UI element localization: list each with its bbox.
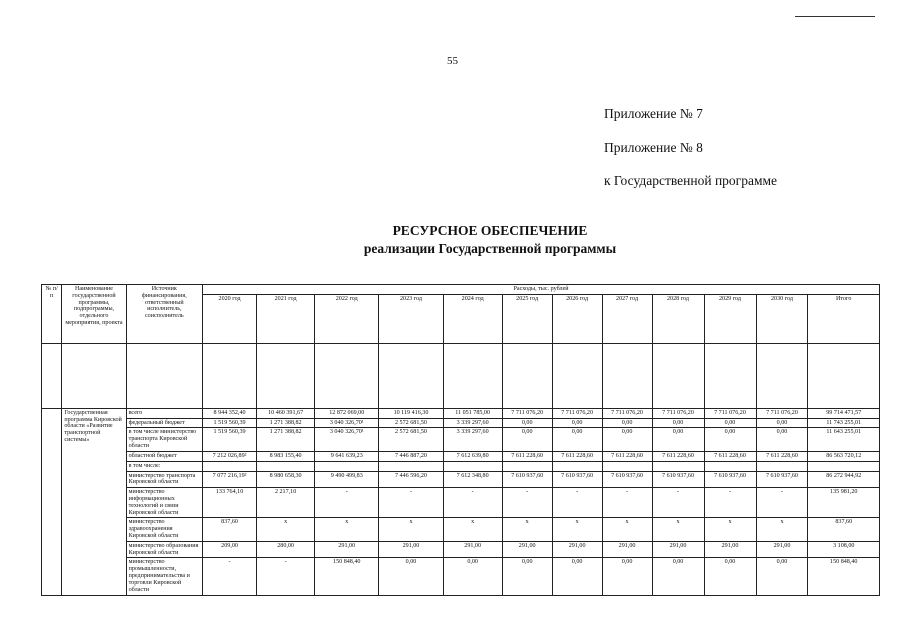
value-cell: 9 490 499,83 [315, 471, 379, 488]
value-cell: - [257, 558, 315, 595]
value-cell: x [257, 518, 315, 541]
value-cell [704, 461, 756, 471]
source-cell: министерство информационных технологий и связи Кировской области [126, 488, 202, 518]
value-cell: x [443, 518, 502, 541]
document-title: РЕСУРСНОЕ ОБЕСПЕЧЕНИЕ [392, 223, 588, 238]
source-cell: всего [126, 408, 202, 418]
row-number-cell [42, 408, 62, 595]
value-cell: 7 611 228,60 [756, 451, 808, 461]
value-cell: 11 051 785,00 [443, 408, 502, 418]
table-row [42, 428, 880, 451]
appendix-line-2: Приложение № 8 [604, 140, 703, 155]
value-cell: x [379, 518, 443, 541]
value-cell: 291,00 [704, 541, 756, 558]
value-cell: 9 641 639,23 [315, 451, 379, 461]
value-cell: 291,00 [502, 541, 552, 558]
col-header-year: 2020 год [203, 294, 257, 343]
table-row [42, 541, 880, 558]
value-cell: 0,00 [704, 418, 756, 428]
value-cell: 7 711 076,20 [756, 408, 808, 418]
value-cell: 0,00 [756, 558, 808, 595]
value-cell [315, 461, 379, 471]
value-cell: 837,60 [808, 518, 880, 541]
value-cell [602, 461, 652, 471]
value-cell: 7 610 937,60 [652, 471, 704, 488]
value-cell [502, 461, 552, 471]
value-cell: - [379, 488, 443, 518]
col-header-num: № п/п [42, 285, 62, 344]
col-header-year: 2029 год [704, 294, 756, 343]
value-cell: x [602, 518, 652, 541]
value-cell: 99 714 471,57 [808, 408, 880, 418]
value-cell: - [203, 558, 257, 595]
value-cell: - [652, 488, 704, 518]
value-cell: 7 711 076,20 [652, 408, 704, 418]
value-cell: 10 119 416,30 [379, 408, 443, 418]
value-cell: 0,00 [652, 558, 704, 595]
value-cell: 0,00 [602, 418, 652, 428]
value-cell [552, 461, 602, 471]
value-cell: 0,00 [552, 428, 602, 451]
value-cell: 2 572 681,50 [379, 418, 443, 428]
value-cell: 7 611 228,60 [602, 451, 652, 461]
table-row [42, 558, 880, 595]
value-cell: 7 610 937,60 [502, 471, 552, 488]
value-cell: 7 610 937,60 [704, 471, 756, 488]
value-cell: 0,00 [704, 428, 756, 451]
value-cell: 7 610 937,60 [602, 471, 652, 488]
value-cell [443, 461, 502, 471]
col-header-year: 2026 год [552, 294, 602, 343]
program-name-cell: Государственная программа Кировской области «Развитие транспортной системы» [62, 408, 126, 595]
col-header-expenses: Расходы, тыс. рублей [203, 285, 880, 295]
value-cell: 0,00 [602, 428, 652, 451]
value-cell: 291,00 [652, 541, 704, 558]
value-cell: 11 643 255,01 [808, 428, 880, 451]
source-cell: в том числе: [126, 461, 202, 471]
value-cell: 7 611 228,60 [502, 451, 552, 461]
col-header-year: Итого [808, 294, 880, 343]
value-cell: 2 217,10 [257, 488, 315, 518]
value-cell: 10 460 391,67 [257, 408, 315, 418]
value-cell: 0,00 [652, 418, 704, 428]
value-cell: 7 611 228,60 [652, 451, 704, 461]
value-cell: 7 212 026,89² [203, 451, 257, 461]
value-cell: x [756, 518, 808, 541]
col-header-year: 2023 год [379, 294, 443, 343]
value-cell: 86 563 720,12 [808, 451, 880, 461]
value-cell [808, 461, 880, 471]
col-header-year: 2030 год [756, 294, 808, 343]
value-cell: 7 711 076,20 [602, 408, 652, 418]
value-cell: 8 983 155,40 [257, 451, 315, 461]
value-cell: 7 711 076,20 [502, 408, 552, 418]
value-cell: x [652, 518, 704, 541]
value-cell: 0,00 [756, 418, 808, 428]
value-cell: 150 848,40 [808, 558, 880, 595]
value-cell: 3 339 297,60 [443, 418, 502, 428]
value-cell: 291,00 [756, 541, 808, 558]
value-cell: 3 339 297,60 [443, 428, 502, 451]
value-cell: 0,00 [443, 558, 502, 595]
source-cell: министерство промышленности, предпринимательства и торговли Кировской области [126, 558, 202, 595]
value-cell: 1 519 560,39 [203, 428, 257, 451]
value-cell [257, 461, 315, 471]
value-cell: 86 272 944,92 [808, 471, 880, 488]
document-subtitle: реализации Государственной программы [363, 241, 617, 256]
value-cell: 7 612 639,80 [443, 451, 502, 461]
value-cell: 291,00 [552, 541, 602, 558]
value-cell: - [315, 488, 379, 518]
value-cell: 0,00 [602, 558, 652, 595]
value-cell: 0,00 [502, 558, 552, 595]
value-cell: 0,00 [552, 418, 602, 428]
header-spacer-row [42, 343, 880, 408]
value-cell [652, 461, 704, 471]
value-cell: - [552, 488, 602, 518]
source-cell: министерство образования Кировской области [126, 541, 202, 558]
table-row [42, 418, 880, 428]
value-cell: 0,00 [704, 558, 756, 595]
table-row [42, 408, 880, 418]
source-cell: областной бюджет [126, 451, 202, 461]
value-cell: 280,00 [257, 541, 315, 558]
value-cell: 7 711 076,20 [704, 408, 756, 418]
appendix-line-3: к Государственной программе [604, 173, 778, 188]
value-cell: 3 040 326,70¹ [315, 428, 379, 451]
col-header-name: Наименование государственной программы, подпрограммы, отдельного мероприятия, проекта [62, 285, 126, 344]
page-number: 55 [447, 55, 458, 67]
col-header-year: 2024 год [443, 294, 502, 343]
value-cell: 8 944 352,40 [203, 408, 257, 418]
col-header-year: 2028 год [652, 294, 704, 343]
value-cell: 1 519 560,39 [203, 418, 257, 428]
source-cell: федеральный бюджет [126, 418, 202, 428]
source-cell: министерство здравоохранения Кировской области [126, 518, 202, 541]
value-cell: 3 040 326,70¹ [315, 418, 379, 428]
value-cell: 7 611 228,60 [704, 451, 756, 461]
value-cell: 291,00 [443, 541, 502, 558]
value-cell: 11 743 255,01 [808, 418, 880, 428]
value-cell [379, 461, 443, 471]
value-cell: 0,00 [652, 428, 704, 451]
col-header-year: 2021 год [257, 294, 315, 343]
value-cell: 0,00 [756, 428, 808, 451]
col-header-source: Источник финансирования, ответственный исполнитель, соисполнитель [126, 285, 202, 344]
value-cell: 837,60 [203, 518, 257, 541]
value-cell: 291,00 [315, 541, 379, 558]
value-cell: x [315, 518, 379, 541]
table-row [42, 461, 880, 471]
value-cell: 7 446 887,20 [379, 451, 443, 461]
value-cell: - [443, 488, 502, 518]
value-cell: 1 271 388,82 [257, 418, 315, 428]
value-cell: 0,00 [502, 418, 552, 428]
col-header-year: 2022 год [315, 294, 379, 343]
value-cell [203, 461, 257, 471]
value-cell: 150 848,40 [315, 558, 379, 595]
source-cell: в том числе министерство транспорта Кировской области [126, 428, 202, 451]
header-rule [795, 16, 875, 17]
value-cell: 8 980 658,30 [257, 471, 315, 488]
value-cell: 0,00 [552, 558, 602, 595]
value-cell: 3 108,00 [808, 541, 880, 558]
value-cell: 7 711 076,20 [552, 408, 602, 418]
value-cell: 7 610 937,60 [756, 471, 808, 488]
col-header-year: 2025 год [502, 294, 552, 343]
value-cell: x [502, 518, 552, 541]
value-cell: 0,00 [502, 428, 552, 451]
value-cell: 7 611 228,60 [552, 451, 602, 461]
value-cell: - [502, 488, 552, 518]
value-cell: - [704, 488, 756, 518]
value-cell: 291,00 [602, 541, 652, 558]
col-header-year: 2027 год [602, 294, 652, 343]
value-cell: 1 271 388,82 [257, 428, 315, 451]
value-cell: 7 610 937,60 [552, 471, 602, 488]
table-row [42, 488, 880, 518]
value-cell [756, 461, 808, 471]
value-cell: - [756, 488, 808, 518]
value-cell: 0,00 [379, 558, 443, 595]
source-cell: министерство транспорта Кировской области [126, 471, 202, 488]
value-cell: x [552, 518, 602, 541]
resource-table [41, 284, 880, 596]
value-cell: 2 572 681,50 [379, 428, 443, 451]
appendix-line-1: Приложение № 7 [604, 106, 703, 121]
value-cell: 7 612 348,80 [443, 471, 502, 488]
value-cell: 135 981,20 [808, 488, 880, 518]
value-cell: 291,00 [379, 541, 443, 558]
table-row [42, 451, 880, 461]
header-row-1 [42, 285, 880, 295]
value-cell: 12 872 069,00 [315, 408, 379, 418]
value-cell: 209,00 [203, 541, 257, 558]
table-row [42, 518, 880, 541]
value-cell: - [602, 488, 652, 518]
value-cell: x [704, 518, 756, 541]
value-cell: 7 446 596,20 [379, 471, 443, 488]
table-row [42, 471, 880, 488]
value-cell: 7 077 216,19² [203, 471, 257, 488]
value-cell: 133 764,10 [203, 488, 257, 518]
